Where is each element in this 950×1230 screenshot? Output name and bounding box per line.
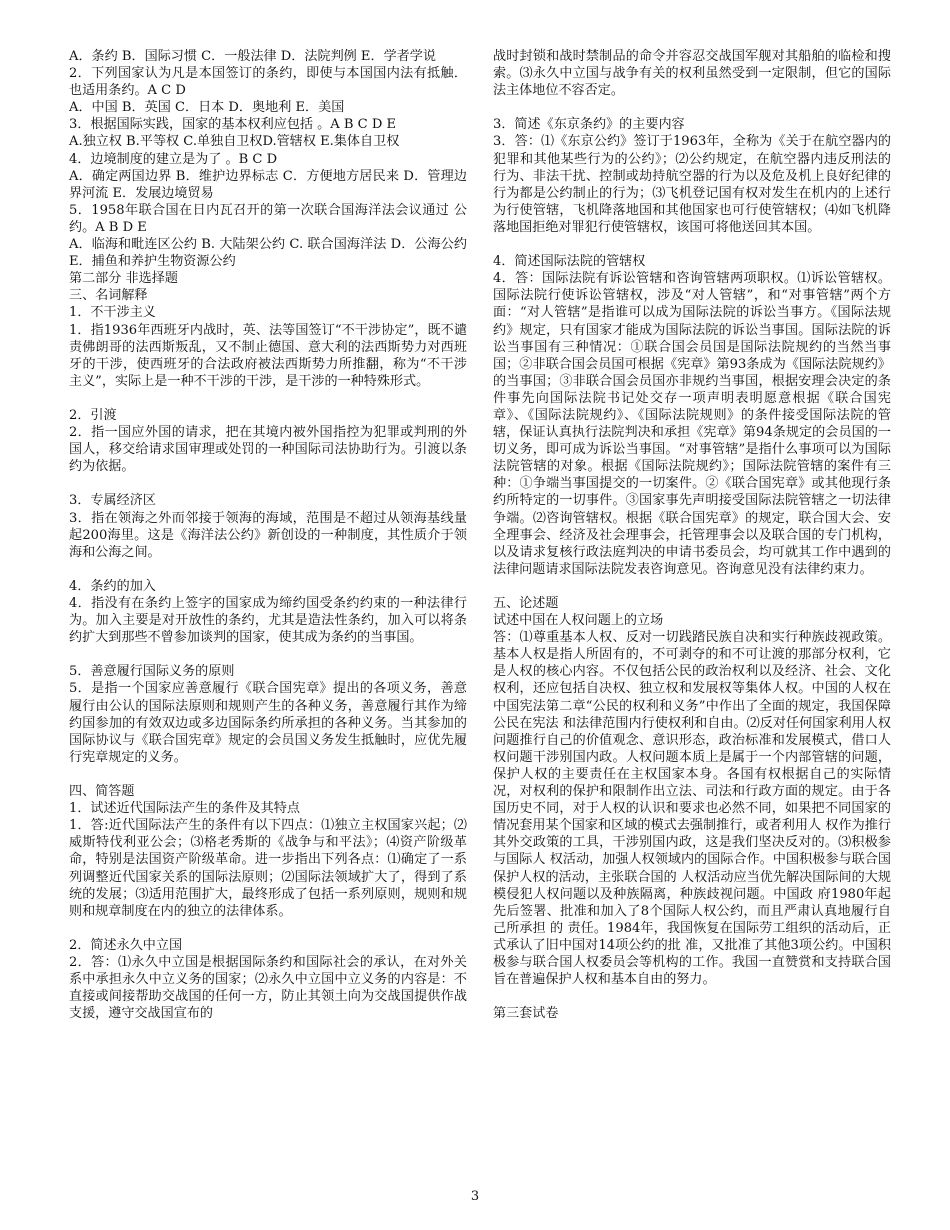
right-paragraph: 4．简述国际法院的管辖权 bbox=[493, 254, 646, 270]
right-paragraph: 第三套试卷 bbox=[493, 1006, 559, 1022]
paragraph-spacer bbox=[69, 646, 467, 663]
left-paragraph: 3．专属经济区 bbox=[69, 493, 156, 509]
left-paragraph: 1．试述近代国际法产生的条件及其特点 bbox=[69, 801, 300, 817]
right-paragraph: 答：⑴尊重基本人权、反对一切践踏民族自决和实行种族歧视政策。基本人权是指人所固有的，不可剥夺的和不可让渡的那部分权利，它是人权的核心内容。不仅包括公民的政治权利以及经济、社会、文化权利，还应包括自决权、独立权和发展权等集体人权。中国的人权在中国宪法第二章“公民的权利和义务”中作出了全面的规定，我国保障公民在宪法 和法律范围内行使权利和自由。⑵反对任何国家利用人权问题推行自己的价值观念、意识形态，政治标准和发展模式，借口人权问题干涉别国内政。人权问题本质上是属于一个内部管辖的问题，保护人权的主要责任在主权国家本身。各国有权根据自己的实际情况，对权利的保护和限制作出立法、司法和行政方面的规定。由于各国历史不同，对于人权的认识和要求也必然不同，如果把不同国家的情况套用某个国家和区域的模式去强制推行，或者利用人 权作为推行其外交政策的工具，干涉别国内政，这是我们坚决反对的。⑶积极参与国际人 权活动，加强人权领域内的国际合作。中国积极参与联合国保护人权的活动，主张联合国的 人权活动应当优先解决国际间的大规模侵犯人权问题以及种族隔离，种族歧视问题。中国政 府1980年起先后签署、批准和加入了8个国际人权公约，而且严肃认真地履行自己所承担 的 责任。1984年，我国恢复在国际劳工组织的活动后，正式承认了旧中国对14项公约的批 准，又批准了其他3项公约。中国积极参与联合国人权委员会等机构的工作。我国一直赞赏和支持联合国旨在普遍保护人权和基本自由的努力。 bbox=[493, 630, 891, 988]
left-paragraph: 2．简述永久中立国 bbox=[69, 937, 183, 953]
paragraph-spacer bbox=[69, 920, 467, 937]
right-paragraph: 4．答：国际法院有诉讼管辖和咨询管辖两项职权。⑴诉讼管辖权。国际法院行使诉讼管辖权，涉及“对人管辖”，和“对事管辖”两个方面：“对人管辖”是指谁可以成为国际法院的诉讼当事方。《国际法规约》规定，只有国家才能成为国际法院的诉讼当事国。国际法院的诉讼当事国有三种情况：①联合国会员国是国际法院规约的当然当事国；②非联合国会员国可根据《宪章》第93条成为《国际法院规约》的当事国；③非联合国会员国亦非规约当事国，根据安理会决定的条件事先向国际法院书记处交存一项声明表明愿意根据《联合国宪章》、《国际法院规约》、《国际法院规则》的条件接受国际法院的管辖，保证认真执行法院判决和承担《宪章》第94条规定的会员国的一切义务，即可成为诉讼当事国。“对事管辖”是指什么事项可以为国际法院管辖的对象。根据《国际法院规约》；国际法院管辖的案件有三种：①争端当事国提交的一切案件。②《联合国宪章》或其他现行条约所特定的一切事件。③国家事先声明接受国际法院管辖之一切法律争端。⑵咨询管辖权。根据《联合国宪章》的规定，联合国大会、安全理事会、经济及社会理事会，托管理事会以及联合国的专门机构，以及请求复核行政法庭判决的申请书委员会，均可就其工作中遇到的法律问题请求国际法院发表咨询意见。咨询意见没有法律约束力。 bbox=[493, 271, 891, 577]
left-paragraph: 1．不干涉主义 bbox=[69, 305, 156, 321]
left-paragraph: 2．引渡 bbox=[69, 407, 117, 423]
left-paragraph: 三、名词解释 bbox=[69, 288, 148, 304]
paragraph-spacer bbox=[493, 578, 891, 595]
page-number: 3 bbox=[470, 1189, 480, 1204]
left-paragraph: 4．边境制度的建立是为了 。B C D bbox=[69, 151, 278, 167]
left-paragraph: A．临海和毗连区公约 B. 大陆架公约 C. 联合国海洋法 D．公海公约 E．捕鱼和养护生物资源公约 bbox=[69, 237, 467, 270]
paragraph-spacer bbox=[69, 561, 467, 578]
left-paragraph: 第二部分 非选择题 bbox=[69, 271, 178, 287]
left-paragraph: 四、简答题 bbox=[69, 784, 135, 800]
left-paragraph: A.独立权 B.平等权 C.单独自卫权D.管辖权 E.集体自卫权 bbox=[69, 134, 400, 150]
right-paragraph: 3．简述《东京条约》的主要内容 bbox=[493, 117, 685, 133]
left-paragraph: A．中国 B．英国 C．日本 D．奥地利 E．美国 bbox=[69, 100, 345, 116]
left-paragraph: 4．指没有在条约上签字的国家成为缔约国受条约约束的一种法律行为。加入主要是对开放性的条约，尤其是造法性条约，加入可以将条约扩大到那些不曾参加谈判的国家，使其成为条约的当事国。 bbox=[69, 596, 467, 646]
paragraph-spacer bbox=[493, 988, 891, 1005]
paragraph-spacer bbox=[69, 766, 467, 783]
left-column bbox=[69, 48, 467, 1022]
right-paragraph: 五、论述题 bbox=[493, 596, 559, 611]
right-paragraph: 战时封锁和战时禁制品的命令并容忍交战国军舰对其船舶的临检和搜索。⑶永久中立国与战争有关的权利虽然受到一定限制，但它的国际法主体地位不容否定。 bbox=[493, 49, 891, 99]
paragraph-spacer bbox=[69, 390, 467, 407]
left-paragraph: 1．指1936年西班牙内战时，英、法等国签订“不干涉协定”，既不谴责佛朗哥的法西斯叛乱，又不制止德国、意大利的法西斯势力对西班牙的干涉，使西班牙的合法政府被法西斯势力所推翻，称为“不干涉主义”，实际上是一种不干涉的干涉，是干涉的一种特殊形式。 bbox=[69, 322, 467, 389]
paragraph-spacer bbox=[493, 99, 891, 116]
left-paragraph: 2．指一国应外国的请求，把在其境内被外国指控为犯罪或判刑的外国人，移交给请求国审理或处罚的一种国际司法协助行为。引渡以条约为依据。 bbox=[69, 425, 467, 475]
left-paragraph: 5．1958年联合国在日内瓦召开的第一次联合国海洋法会议通过 公约。A B D E bbox=[69, 202, 467, 235]
left-paragraph: 2．答：⑴永久中立国是根据国际条约和国际社会的承认，在对外关系中承担永久中立义务的国家；⑵永久中立国中立义务的内容是：不直接或间接帮助交战国的任何一方，防止其领土向为交战国提供作战支援，遵守交战国宣布的 bbox=[69, 954, 467, 1022]
paragraph-spacer bbox=[493, 236, 891, 253]
left-paragraph: A．条约 B．国际习惯 C．一般法律 D．法院判例 E．学者学说 bbox=[69, 49, 436, 64]
paragraph-spacer bbox=[69, 475, 467, 492]
left-paragraph: 4．条约的加入 bbox=[69, 578, 156, 594]
left-paragraph: 5．善意履行国际义务的原则 bbox=[69, 664, 235, 680]
left-paragraph: 2．下列国家认为凡是本国签订的条约，即使与本国国内法有抵触．也适用条约。A C D bbox=[69, 66, 467, 99]
left-paragraph: 5．是指一个国家应善意履行《联合国宪章》提出的各项义务，善意履行由公认的国际法原则和规则产生的各种义务，善意履行其作为缔约国参加的有效双边或多边国际条约所承担的各种义务。当其参加的国际协议与《联合国宪章》规定的会员国义务发生抵触时，应优先履行宪章规定的义务。 bbox=[69, 681, 467, 765]
left-paragraph: 3．指在领海之外而邻接于领海的海域，范围是不超过从领海基线量起200海里。这是《海洋法公约》新创设的一种制度，其性质介于领海和公海之间。 bbox=[69, 510, 467, 560]
left-paragraph: 1．答:近代国际法产生的条件有以下四点：⑴独立主权国家兴起；⑵威斯特伐利亚公会；⑶格老秀斯的《战争与和平法》；⑷资产阶级革命，特别是法国资产阶级革命。进一步指出下列各点：⑴确定了一系列调整近代国家关系的国际法原则；⑵国际法领域扩大了，得到了系统的发展；⑶适用范围扩大，最终形成了包括一系列原则，规则和规则和规章制度在内的独立的法律体系。 bbox=[69, 818, 467, 919]
right-paragraph: 试述中国在人权问题上的立场 bbox=[493, 613, 664, 629]
right-paragraph: 3．答：⑴《东京公约》签订于1963年，全称为《关于在航空器内的犯罪和其他某些行为的公约》；⑵公约规定，在航空器内违反刑法的行为、非法干扰、控制或劫持航空器的行为以及危及机上良好纪律的行为都是公约制止的行为；⑶飞机登记国有权对发生在机内的上述行为行使管辖，飞机降落地国和其他国家也可行使管辖权；⑷如飞机降落地国拒绝对罪犯行使管辖权，该国可将他送回其本国。 bbox=[493, 134, 891, 235]
right-column bbox=[493, 48, 891, 1022]
left-paragraph: A．确定两国边界 B．维护边界标志 C．方便地方居民来 D．管理边界河流 E．发展边境贸易 bbox=[69, 168, 467, 201]
left-paragraph: 3．根据国际实践，国家的基本权利应包括 。A B C D E bbox=[69, 117, 397, 133]
